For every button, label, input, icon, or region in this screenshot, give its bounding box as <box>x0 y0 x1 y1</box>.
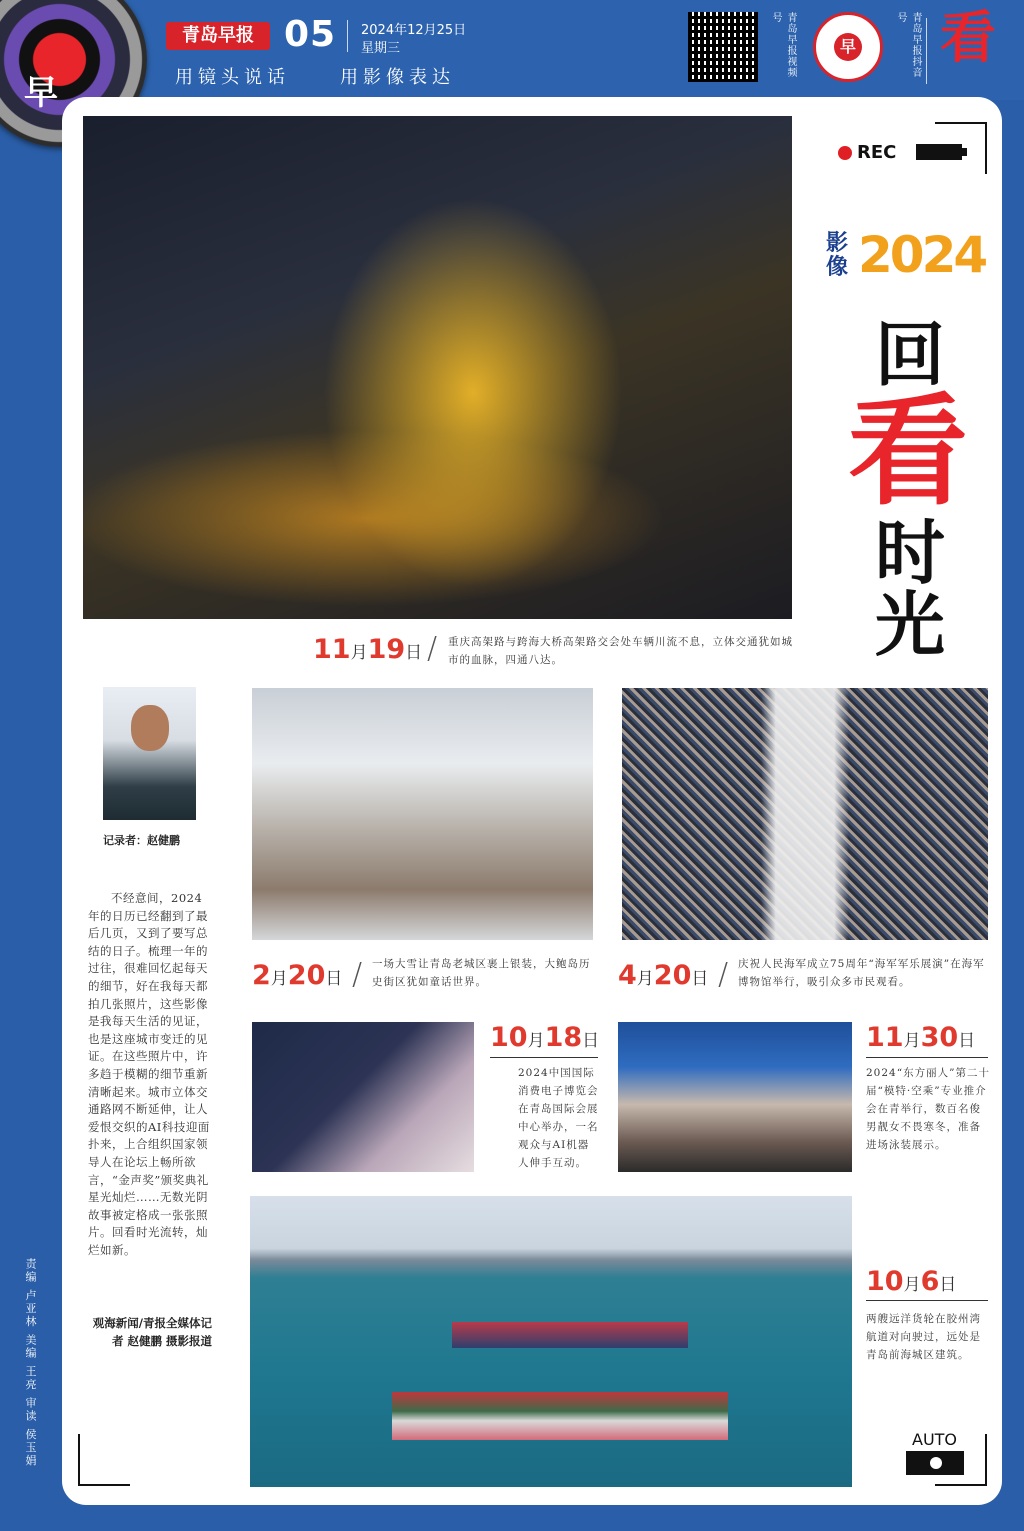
section-divider <box>926 18 927 84</box>
rec-label: REC <box>857 142 897 163</box>
badge-label: 影像 <box>826 231 849 280</box>
photo-date: 10月6日 <box>866 1266 957 1297</box>
photo-date: 2月20日 <box>252 960 343 991</box>
slogan-left: 用镜头说话 <box>175 67 290 88</box>
auto-label: AUTO <box>912 1430 958 1449</box>
qr-code-video[interactable] <box>688 12 758 82</box>
slogan-right: 用影像表达 <box>340 67 455 88</box>
qr-label-video: 青岛早报视频号 <box>770 12 796 78</box>
photo-caption: 两艘远洋货轮在胶州湾航道对向驶过，远处是青岛前海城区建筑。 <box>866 1313 981 1361</box>
date-slash: / <box>427 631 438 666</box>
section-title: 看 <box>940 5 996 71</box>
lens-logo-char: 早 <box>24 73 58 113</box>
photo-date: 11月19日 <box>313 634 423 665</box>
camera-mode-icon <box>906 1451 964 1475</box>
caption-rule <box>866 1057 988 1058</box>
newspaper-brand: 青岛早报 <box>166 22 270 50</box>
ship-cosco <box>452 1322 688 1348</box>
photo-caption: 庆祝人民海军成立75周年“海军军乐展演”在海军博物馆举行，吸引众多市民观看。 <box>738 958 985 988</box>
qr-label-douyin: 青岛早报抖音号 <box>895 12 921 78</box>
title-char-1: 回 <box>875 313 945 396</box>
reporter-portrait <box>103 687 196 820</box>
ship-container <box>392 1392 728 1440</box>
badge-year: 2024 <box>858 226 986 284</box>
date-slash: / <box>718 957 729 992</box>
issue-date: 2024年12月25日 <box>361 23 467 38</box>
battery-icon <box>916 144 962 160</box>
title-char-4: 光 <box>875 583 945 666</box>
header-divider <box>347 20 348 52</box>
caption-rule <box>866 1300 988 1301</box>
article-signature: 观海新闻/青报全媒体记者 赵健鹏 摄影报道 <box>92 1316 212 1348</box>
photo-night-overpass[interactable] <box>83 116 792 619</box>
issue-weekday: 星期三 <box>361 41 401 56</box>
photo-date: 4月20日 <box>618 960 709 991</box>
photo-caption: 一场大雪让青岛老城区裹上银装，大鲍岛历史街区犹如童话世界。 <box>372 958 591 988</box>
viewfinder-corner-bl <box>78 1434 130 1486</box>
recorder-label: 记录者：赵健鹏 <box>103 834 180 847</box>
editor-credits: 责编 卢亚林 美编 王亮 审读 侯玉娟 <box>24 1258 37 1468</box>
photo-navy-band[interactable] <box>622 688 988 940</box>
caption-rule <box>490 1057 598 1058</box>
article-body: 不经意间，2024年的日历已经翻到了最后几页，又到了要写总结的日子。梳理一年的过往，很难回忆起每天的细节，好在我每天都拍几张照片，这些影像是我每天生活的见证，也是这座城市变迁的见证。在这些照片中，许多趋于模糊的细节重新清晰起来。城市立体交通路网不断延伸，让人爱恨交织的AI科技迎面扑来，上合组织国家领导人在论坛上畅所欲言，“金声奖”颁奖典礼星光灿烂……无数光阴故事被定格成一张张照片。回看时光流转，灿烂如新。 <box>88 891 210 1257</box>
photo-date: 11月30日 <box>866 1022 976 1053</box>
title-char-3: 时 <box>875 511 945 594</box>
photo-date: 10月18日 <box>490 1022 600 1053</box>
title-char-2: 看 <box>848 381 968 522</box>
portrait-face <box>131 705 169 751</box>
photo-caption: 2024中国国际消费电子博览会在青岛国际会展中心举办，一名观众与AI机器人伸手互动。 <box>518 1067 599 1169</box>
photo-model-show[interactable] <box>618 1022 852 1172</box>
photo-caption: 重庆高架路与跨海大桥高架路交会处车辆川流不息，立体交通犹如城市的血脉，四通八达。 <box>448 636 793 666</box>
page-number: 05 <box>284 14 337 55</box>
qr-code-douyin[interactable] <box>813 12 883 82</box>
record-dot-icon <box>838 146 852 160</box>
date-slash: / <box>352 957 363 992</box>
photo-snow-oldtown[interactable] <box>252 688 593 940</box>
battery-tip-icon <box>962 148 967 156</box>
photo-caption: 2024“东方丽人”第二十届“模特·空乘”专业推介会在青举行，数百名俊男靓女不畏寒冬，准备进场泳装展示。 <box>866 1067 990 1151</box>
photo-robot-hand[interactable] <box>252 1022 474 1172</box>
douyin-logo-icon: 早 <box>834 33 862 61</box>
